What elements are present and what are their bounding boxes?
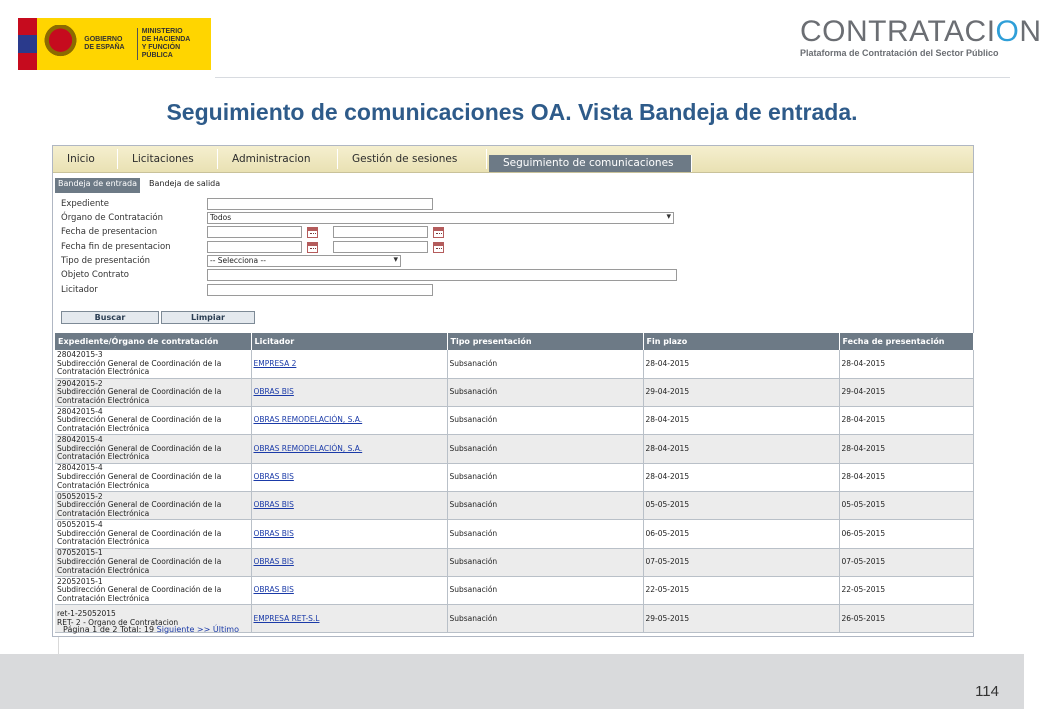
licitador-link[interactable]: OBRAS BIS: [253, 585, 294, 595]
cell-fin-plazo: 28-04-2015: [643, 463, 839, 491]
cell-expediente: 05052015-4 Subdirección General de Coordinación de la Contratación Electrónica: [55, 520, 251, 548]
licitador-link[interactable]: EMPRESA 2: [253, 358, 297, 368]
brand-title: CONTRATACION: [800, 15, 1042, 48]
pagination-next-link[interactable]: Siguiente >>: [156, 625, 211, 634]
cell-licitador: [251, 378, 447, 406]
table-row[interactable]: [55, 378, 973, 406]
cell-fin-plazo: 28-04-2015: [643, 407, 839, 435]
cell-licitador: [251, 548, 447, 576]
table-row[interactable]: [55, 407, 973, 435]
cell-expediente: ret-1-25052015 RET- 2 - Organo de Contratacion: [55, 605, 251, 633]
cell-fin-plazo: 22-05-2015: [643, 576, 839, 604]
cell-tipo: Subsanación: [447, 548, 643, 576]
cell-tipo: Subsanación: [447, 576, 643, 604]
table-row[interactable]: [55, 520, 973, 548]
tab-seguimiento-comunicaciones[interactable]: Seguimiento de comunicaciones: [489, 155, 692, 172]
limpiar-button[interactable]: Limpiar: [161, 311, 255, 324]
cell-fin-plazo: 06-05-2015: [643, 520, 839, 548]
tipo-presentacion-label: Tipo de presentación: [61, 256, 151, 266]
cell-expediente: 28042015-4 Subdirección General de Coordinación de la Contratación Electrónica: [55, 435, 251, 463]
table-row[interactable]: [55, 350, 973, 378]
table-row[interactable]: [55, 491, 973, 519]
calendar-icon[interactable]: [307, 242, 318, 253]
fecha-fin-desde-input[interactable]: [207, 241, 302, 253]
cell-licitador: [251, 491, 447, 519]
flag-stripe: [18, 18, 37, 70]
cell-expediente: 07052015-1 Subdirección General de Coordinación de la Contratación Electrónica: [55, 548, 251, 576]
cell-tipo: Subsanación: [447, 605, 643, 633]
licitador-label: Licitador: [61, 285, 98, 295]
table-row[interactable]: [55, 576, 973, 604]
cell-licitador: [251, 576, 447, 604]
calendar-icon[interactable]: [433, 242, 444, 253]
table-row[interactable]: [55, 548, 973, 576]
cell-fin-plazo: 29-04-2015: [643, 378, 839, 406]
gobierno-text: GOBIERNO DE ESPAÑA: [84, 36, 125, 51]
cell-licitador: [251, 463, 447, 491]
expediente-input[interactable]: [207, 198, 433, 210]
licitador-link[interactable]: OBRAS REMODELACIÓN, S.A.: [253, 415, 363, 425]
ministerio-text: MINISTERIO DE HACIENDA Y FUNCIÓN PÚBLICA: [137, 28, 211, 60]
pagination-info: Página 1 de 2 Total: 19: [63, 625, 155, 634]
header-divider: [215, 77, 1010, 78]
sub-tabs: [53, 173, 973, 193]
app-window: [52, 145, 974, 637]
cell-fin-plazo: 28-04-2015: [643, 350, 839, 378]
cell-tipo: Subsanación: [447, 491, 643, 519]
cell-expediente: 05052015-2 Subdirección General de Coordinación de la Contratación Electrónica: [55, 491, 251, 519]
calendar-icon[interactable]: [433, 227, 444, 238]
search-form: [53, 193, 973, 333]
cell-fecha-presentacion: 28-04-2015: [839, 463, 973, 491]
page-number: 114: [975, 683, 999, 700]
cell-fecha-presentacion: 28-04-2015: [839, 435, 973, 463]
table-row[interactable]: [55, 435, 973, 463]
licitador-link[interactable]: OBRAS BIS: [253, 472, 294, 482]
licitador-link[interactable]: OBRAS BIS: [253, 500, 294, 510]
col-header-fecha-presentacion[interactable]: Fecha de presentación: [839, 333, 973, 350]
fecha-presentacion-desde-input[interactable]: [207, 226, 302, 238]
tab-administracion[interactable]: Administracion: [218, 149, 338, 169]
table-header-row: [55, 333, 973, 350]
cell-expediente: 28042015-4 Subdirección General de Coordinación de la Contratación Electrónica: [55, 463, 251, 491]
licitador-link[interactable]: OBRAS BIS: [253, 556, 294, 566]
cell-fecha-presentacion: 07-05-2015: [839, 548, 973, 576]
cell-licitador: [251, 605, 447, 633]
fecha-presentacion-hasta-input[interactable]: [333, 226, 428, 238]
pagination-last-link[interactable]: Último: [212, 625, 239, 634]
cell-expediente: 28042015-4 Subdirección General de Coordinación de la Contratación Electrónica: [55, 407, 251, 435]
cell-fecha-presentacion: 28-04-2015: [839, 407, 973, 435]
subtab-bandeja-entrada[interactable]: Bandeja de entrada: [55, 178, 140, 193]
cell-fin-plazo: 05-05-2015: [643, 491, 839, 519]
cell-licitador: [251, 407, 447, 435]
cell-fecha-presentacion: 29-04-2015: [839, 378, 973, 406]
cell-tipo: Subsanación: [447, 435, 643, 463]
cell-fecha-presentacion: 28-04-2015: [839, 350, 973, 378]
licitador-link[interactable]: OBRAS BIS: [253, 387, 294, 397]
cell-licitador: [251, 435, 447, 463]
organo-select[interactable]: Todos ▾: [207, 212, 674, 224]
contratacion-logo: [800, 15, 1042, 58]
table-body: [55, 350, 973, 633]
results-table: [55, 333, 974, 633]
objeto-contrato-label: Objeto Contrato: [61, 270, 130, 280]
gobierno-logo: [18, 18, 211, 70]
cell-tipo: Subsanación: [447, 463, 643, 491]
cell-expediente: 29042015-2 Subdirección General de Coordinación de la Contratación Electrónica: [55, 378, 251, 406]
brand-subtitle: Plataforma de Contratación del Sector Público: [800, 48, 999, 58]
col-header-licitador[interactable]: Licitador: [251, 333, 447, 350]
col-header-expediente[interactable]: Expediente/Órgano de contratación: [55, 333, 251, 350]
cell-licitador: [251, 520, 447, 548]
expediente-label: Expediente: [61, 199, 109, 209]
slide-title: Seguimiento de comunicaciones OA. Vista Bandeja de entrada.: [166, 99, 858, 125]
cell-tipo: Subsanación: [447, 407, 643, 435]
cell-fin-plazo: 29-05-2015: [643, 605, 839, 633]
main-tabs: [53, 146, 973, 173]
cell-fecha-presentacion: 26-05-2015: [839, 605, 973, 633]
table-row[interactable]: [55, 463, 973, 491]
licitador-input[interactable]: [207, 284, 433, 296]
tab-gestion-sesiones[interactable]: Gestión de sesiones: [338, 149, 487, 169]
cell-fecha-presentacion: 05-05-2015: [839, 491, 973, 519]
licitador-link[interactable]: OBRAS BIS: [253, 528, 294, 538]
cell-tipo: Subsanación: [447, 378, 643, 406]
buscar-button[interactable]: Buscar: [61, 311, 159, 324]
cell-tipo: Subsanación: [447, 520, 643, 548]
tipo-presentacion-select[interactable]: -- Selecciona -- ▾: [207, 255, 401, 267]
fecha-presentacion-label: Fecha de presentacion: [61, 227, 158, 237]
cell-fecha-presentacion: 22-05-2015: [839, 576, 973, 604]
fecha-fin-hasta-input[interactable]: [333, 241, 428, 253]
cell-licitador: [251, 350, 447, 378]
fecha-fin-label: Fecha fin de presentacion: [61, 242, 171, 252]
cell-expediente: 28042015-3 Subdirección General de Coordinación de la Contratación Electrónica: [55, 350, 251, 378]
subtab-bandeja-salida[interactable]: Bandeja de salida: [148, 179, 221, 188]
licitador-link[interactable]: OBRAS REMODELACIÓN, S.A.: [253, 443, 363, 453]
coat-of-arms-icon: [43, 25, 78, 63]
cell-fecha-presentacion: 06-05-2015: [839, 520, 973, 548]
pagination: [63, 625, 239, 634]
cell-fin-plazo: 28-04-2015: [643, 435, 839, 463]
tab-licitaciones[interactable]: Licitaciones: [118, 149, 218, 169]
footer-bar: [0, 654, 1024, 709]
tab-inicio[interactable]: Inicio: [53, 149, 118, 169]
organo-label: Órgano de Contratación: [61, 213, 163, 223]
cell-tipo: Subsanación: [447, 350, 643, 378]
objeto-contrato-input[interactable]: [207, 269, 677, 281]
cell-fin-plazo: 07-05-2015: [643, 548, 839, 576]
cell-expediente: 22052015-1 Subdirección General de Coordinación de la Contratación Electrónica: [55, 576, 251, 604]
calendar-icon[interactable]: [307, 227, 318, 238]
col-header-fin-plazo[interactable]: Fin plazo: [643, 333, 839, 350]
col-header-tipo[interactable]: Tipo presentación: [447, 333, 643, 350]
licitador-link[interactable]: EMPRESA RET-S.L: [253, 613, 320, 623]
